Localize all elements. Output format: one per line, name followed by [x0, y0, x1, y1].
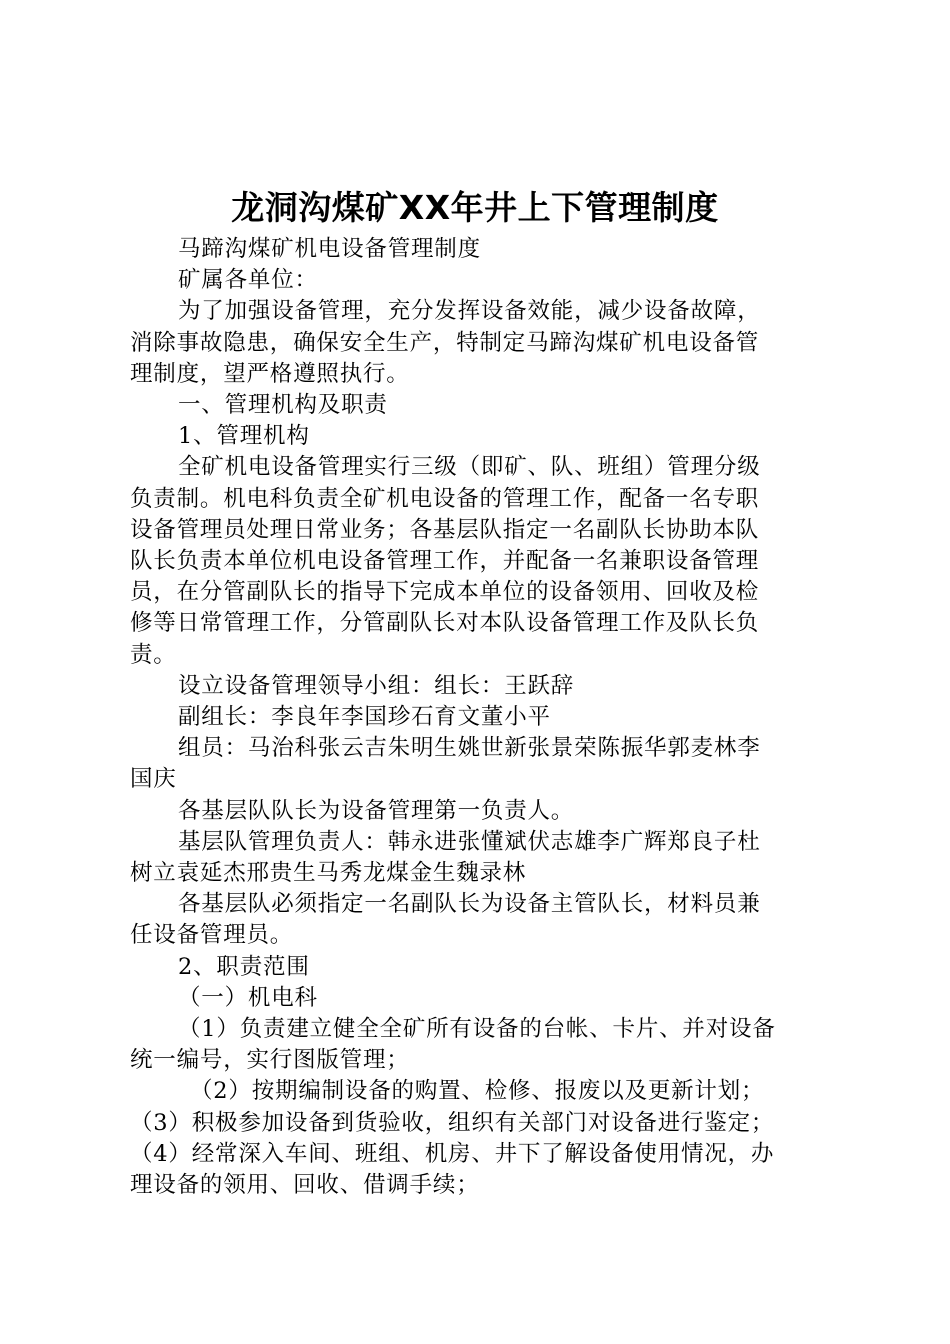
paragraph-line: 责。: [130, 641, 177, 668]
list-item-continuation: 理设备的领用、回收、借调手续；: [130, 1172, 480, 1199]
section-heading: 一、管理机构及职责: [178, 392, 388, 419]
paragraph-line: 理制度，望严格遵照执行。: [130, 360, 410, 387]
paragraph-line: 任设备管理员。: [130, 922, 294, 949]
paragraph-line: 马蹄沟煤矿机电设备管理制度: [178, 236, 481, 262]
list-item: （1）负责建立健全全矿所有设备的台帐、卡片、并对设备: [178, 1016, 776, 1043]
list-item: （2）按期编制设备的购置、检修、报废以及更新计划；: [190, 1078, 765, 1105]
paragraph-line: 为了加强设备管理，充分发挥设备效能，减少设备故障，: [178, 298, 761, 325]
paragraph-line: 消除事故隐患，确保安全生产，特制定马蹄沟煤矿机电设备管: [130, 329, 760, 356]
paragraph-line: 副组长：李良年李国珍石育文董小平: [178, 704, 551, 731]
subsection-heading: 1、管理机构: [178, 423, 310, 450]
paragraph-line: 树立袁延杰邢贵生马秀龙煤金生魏录林: [130, 860, 527, 887]
paragraph-line: 基层队管理负责人：韩永进张懂斌伏志雄李广辉郑良子杜: [178, 828, 761, 855]
paragraph-line: 设备管理员处理日常业务；各基层队指定一名副队长协助本队: [130, 516, 760, 543]
paragraph-line: 全矿机电设备管理实行三级（即矿、队、班组）管理分级: [178, 454, 761, 481]
paragraph-line: 国庆: [130, 766, 177, 793]
document-title: 龙洞沟煤矿XX年井上下管理制度: [231, 188, 719, 227]
paragraph-line: 组员：马治科张云吉朱明生姚世新张景荣陈振华郭麦林李: [178, 735, 761, 762]
paragraph-line: 修等日常管理工作，分管副队长对本队设备管理工作及队长负: [130, 610, 760, 637]
paragraph-line: 设立设备管理领导小组：组长：王跃辞: [178, 672, 575, 699]
paragraph-line: 矿属各单位：: [178, 267, 318, 294]
list-item: （3）积极参加设备到货验收，组织有关部门对设备进行鉴定；: [130, 1109, 775, 1136]
document-body: [130, 234, 830, 1201]
paragraph-line: 队长负责本单位机电设备管理工作，并配备一名兼职设备管理: [130, 548, 760, 575]
paragraph-line: 员，在分管副队长的指导下完成本单位的设备领用、回收及检: [130, 579, 760, 606]
paragraph-line: 各基层队必须指定一名副队长为设备主管队长，材料员兼: [178, 891, 761, 918]
list-item-continuation: 统一编号，实行图版管理；: [130, 1047, 410, 1074]
paragraph-line: 各基层队队长为设备管理第一负责人。: [178, 797, 575, 824]
subsection-heading: 2、职责范围: [178, 953, 310, 980]
list-item: （4）经常深入车间、班组、机房、井下了解设备使用情况，办: [130, 1140, 775, 1167]
subsection-heading: （一）机电科: [178, 984, 318, 1011]
paragraph-line: 负责制。机电科负责全矿机电设备的管理工作，配备一名专职: [130, 485, 760, 512]
